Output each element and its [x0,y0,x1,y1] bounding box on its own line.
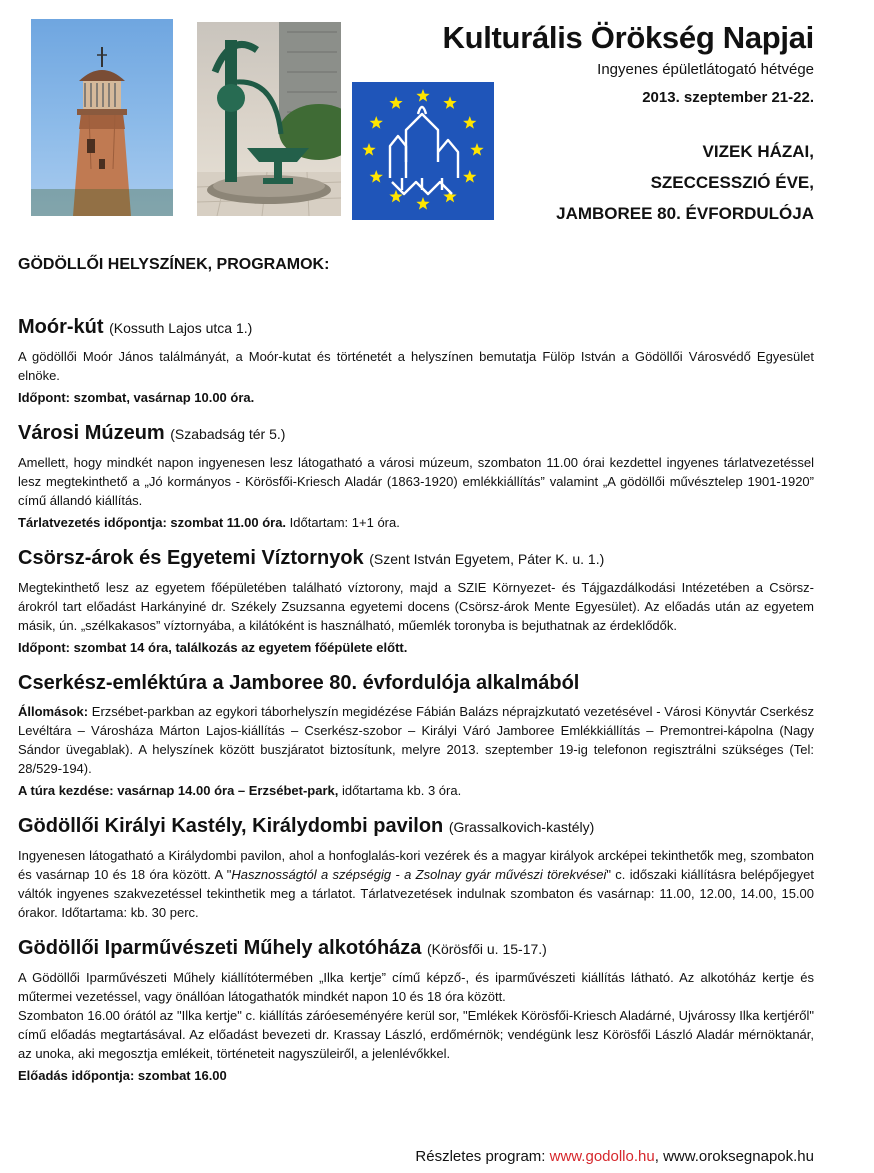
event-varosi-muzeum [18,421,814,532]
event-time: Időpont: szombat 14 óra, találkozás az egyetem főépülete előtt. [18,640,408,655]
star-icon [416,89,429,102]
star-icon [362,143,375,156]
event-title: Moór-kút [18,316,104,338]
event-time: Előadás időpontja: szombat 16.00 [18,1068,227,1083]
event-description: A gödöllői Moór János találmányát, a Moór-kutat és történetét a helyszínen bemutatja Fülöp István a Gödöllői Városvédő Egyesület elnöke. [18,349,814,383]
event-title: Csörsz-árok és Egyetemi Víztornyok [18,547,364,569]
star-icon [389,96,402,109]
event-duration: Időtartam: 1+1 óra. [286,515,400,530]
event-kiralyi-kastely [18,814,814,922]
event-title: Városi Múzeum [18,422,165,444]
event-title: Gödöllői Királyi Kastély, Királydombi pavilon [18,815,444,837]
star-icon [470,143,483,156]
title-block [443,18,815,108]
star-icon [370,170,383,183]
event-place: (Körösfői u. 15-17.) [426,941,547,957]
event-csorsz-arok [18,546,814,657]
themes-list [556,136,814,229]
event-place: (Szent István Egyetem, Páter K. u. 1.) [369,551,605,567]
header [0,0,874,230]
godollo-link[interactable]: www.godollo.hu [549,1148,655,1165]
event-description: A Gödöllői Iparművészeti Műhely kiállítótermében „Ilka kertje” című képző-, és iparművészeti kiállítás látható. Az alkotóház kertje és műtermei vezetéssel, vagy önállóan látogathatók mindkét napon 10 és 18 óra között. [18,970,814,1004]
star-icon [370,116,383,129]
event-description: Megtekinthető lesz az egyetem főépületében található víztorony, majd a SZIE Környezet- és Tájgazdálkodási Intézetében a Csörsz-árokról tart előadást Harkányiné dr. Székely Zsuzsanna egyetemi docens (Csörsz-árok Mente Egyesület). Az előadás után az egyetem másik, ún. „szélkakasos” víztornyába, a kilátóként is használható, műemlék toronyba is bejuthatnak az érdeklődők. [18,580,814,633]
event-moor-kut [18,315,814,407]
star-icon [416,197,429,210]
footer-label: Részletes program: [415,1148,550,1165]
page-title: Kulturális Örökség Napjai [442,20,814,55]
event-iparmuveszeti-muhely [18,936,814,1085]
event-description-2: Szombaton 16.00 órától az "Ilka kertje" c. kiállítás záróeseményére kerül sor, "Emlékek Körösfői-Kriesch Aladárné, Ujvárossy Ilka kertjéről" című előadás megtartásával. Az előadást bevezeti dr. Krassay László, erdőmérnök; vendégünk lesz Körösfői László Aladár mérnöktanár, az unoka, aki megosztja emlékeit, történeteit nagyszüleiről, a jelenlévőkkel. [18,1008,814,1061]
event-description: Ingyenesen látogatható a Királydombi pavilon, ahol a honfoglalás-kori vezérek és a magyar királyok arcképei tekinthetők meg, szombaton és vasárnap 10 és 18 óra között. A " [18,848,814,882]
section-heading: GÖDÖLLŐI HELYSZÍNEK, PROGRAMOK: [18,256,330,273]
event-time: Tárlatvezetés időpontja: szombat 11.00 óra. [18,515,287,530]
event-duration: időtartama kb. 3 óra. [338,783,462,798]
event-title: Cserkész-emléktúra a Jamboree 80. évfordulója alkalmából [18,672,580,694]
event-description: Erzsébet-parkban az egykori táborhelyszín megidézése Fábián Balázs néprajzkutató vezetésével - Városi Könyvtár Cserkész Levéltára – Városháza Márton Lajos-kiállítás – Cserkész-szobor – Királyi Váró Jamboree Emlékkiállítás – Premontrei-kápolna (Nagy Sándor üvegablak). A helyszínek között buszjáratot biztosítunk, melyre 2013. szeptember 19-ig telefonon regisztrálni szükséges (Tel: 28/529-194). [18,704,814,776]
event-place: (Szabadság tér 5.) [170,426,286,442]
theme-item: JAMBOREE 80. ÉVFORDULÓJA [556,204,814,223]
exhibition-title: Hasznosságtól a szépségig - a Zsolnay gyár művészi törekvései [231,867,607,882]
event-cserkesz-emlektura [18,671,814,800]
footer-separator: , [654,1148,664,1165]
event-title: Gödöllői Iparművészeti Műhely alkotóháza [18,937,422,959]
star-icon [463,116,476,129]
star-icon [463,170,476,183]
fountain-photo [197,22,341,216]
oroksegnapok-link[interactable]: www.oroksegnapok.hu [663,1148,814,1165]
theme-item: SZECCESSZIÓ ÉVE, [650,173,814,192]
tower-photo [31,19,173,216]
theme-item: VIZEK HÁZAI, [702,142,814,161]
event-place: (Kossuth Lajos utca 1.) [109,320,253,336]
event-date: 2013. szeptember 21-22. [642,89,814,106]
page-subtitle: Ingyenes épületlátogató hétvége [597,61,814,78]
stations-label: Állomások: [18,704,89,719]
event-description: Amellett, hogy mindkét napon ingyenesen lesz látogatható a városi múzeum, szombaton 11.00 órai kezdettel ingyenes tárlatvezetéssel lesz megtekinthető a „Jó kormányos - Körösfői-Kriesch Aladár (1863-1920) emlékkiállítás” valamint „A gödöllői művésztelep 1901-1920” című állandó kiállítás. [18,455,814,508]
event-time: Időpont: szombat, vasárnap 10.00 óra. [18,390,255,405]
event-description-cont: " c. időszaki kiállításra belépőjegyet váltók ingyenes szakvezetéssel tekinthetik meg a tárlatot. Tárlatvezetések indulnak szombaton és vasárnap: 11.00, 12.00, 14.00, 15.00 órakor. Időtartama: kb. 30 perc. [18,867,814,920]
event-time: A túra kezdése: vasárnap 14.00 óra – Erzsébet-park, [18,783,339,798]
footer [415,1148,814,1165]
content [18,256,814,1099]
event-place: (Grassalkovich-kastély) [448,819,595,835]
